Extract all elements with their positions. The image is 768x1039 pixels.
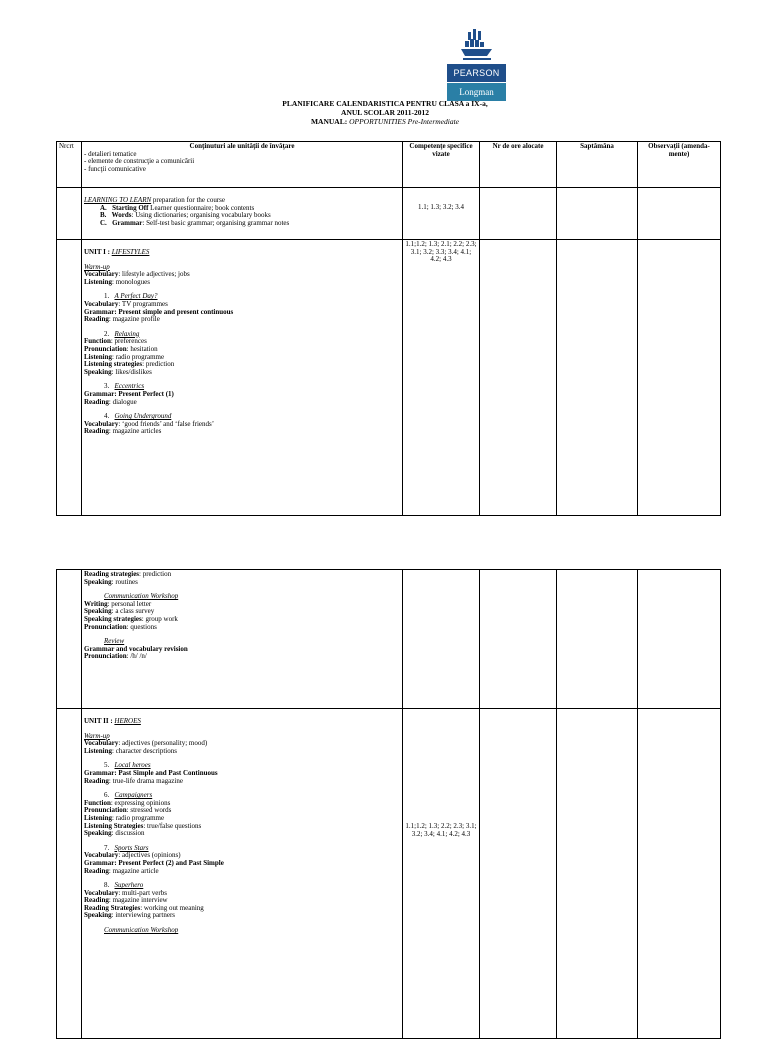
text: : ‘good friends’ and ‘false friends’ [118,419,215,428]
text: 6. [104,791,110,800]
section-title: Review [104,637,125,646]
text: : multi-part verbs [118,888,167,897]
text: : a class survey [111,607,155,616]
text: Grammar [84,768,115,777]
logo-pearson-text: PEARSON [447,64,506,82]
text: : monologues [112,277,150,286]
text: : character descriptions [112,746,177,755]
text: : Self-test basic grammar; organising grammar notes [142,218,290,227]
text: Words [111,211,132,220]
text: Function [84,337,111,346]
text: Reading [84,776,109,785]
text: : Past Simple and Past Continuous [114,768,218,777]
manual-title: OPPORTUNITIES Pre-Intermediate [349,117,460,126]
logo-longman-text: Longman [447,82,506,101]
section-title: Warm-up [84,731,110,740]
text: Reading [84,397,109,406]
text: : radio programme [112,352,165,361]
table-row [57,709,721,1039]
learning-to-learn-cell [82,188,403,240]
text: 8. [104,881,110,890]
text: Speaking [84,577,112,586]
text: Function [84,798,111,807]
manual-line [200,118,570,127]
text: Speaking [84,607,112,616]
text: : adjectives (opinions) [118,851,181,860]
text: Reading [84,427,109,436]
text: 1. [104,292,110,301]
text: : magazine profile [108,315,160,324]
unit-title: HEROES [114,717,141,725]
table-header-row [57,142,721,188]
table-row [57,240,721,516]
text: : magazine articles [108,427,162,436]
col-nr: Nrcrt [57,142,82,188]
text: B. [100,211,107,220]
text: : interviewing partners [111,911,175,920]
school-year: ANUL SCOLAR 2011-2012 [341,108,429,117]
text: : personal letter [107,599,152,608]
text: 4. [104,412,110,421]
section-title: Communication Workshop [104,592,179,601]
text: : questions [126,622,157,631]
text: Speaking [84,911,112,920]
col-observatii: Observaţii (amenda-mente) [638,142,721,188]
text: : discussion [111,829,145,838]
table-row [57,188,721,240]
manual-label: MANUAL: [310,117,348,126]
text: Reading [84,315,109,324]
text: : true-life drama magazine [108,776,183,785]
text: Speaking strategies [84,614,142,623]
text: Listening [84,277,113,286]
section-title: Superhero [114,881,144,890]
text: Listening [84,746,113,755]
unit-label: UNIT II : [84,717,113,725]
text: Vocabulary [84,270,119,279]
competente-cell: 1.1; 1.3; 3.2; 3.4 [403,188,480,240]
content-sub: - detalieri tematice [84,149,137,158]
text: Starting Off [112,203,149,212]
text: : likes/dislikes [111,367,152,376]
text: Pronunciation [84,652,127,661]
text: : routines [111,577,138,586]
text: Listening [84,352,113,361]
text: Learner questionnaire; book contents [148,203,255,212]
text: Grammar [112,218,143,227]
section-title: Warm-up [84,262,110,271]
text: : expressing opinions [110,798,171,807]
text: : hesitation [126,344,158,353]
text: Listening [84,813,113,822]
text: Writing [84,599,108,608]
text: 7. [104,843,110,852]
unit1-cell [82,240,403,516]
col-ore: Nr de ore alocate [480,142,557,188]
text: 3. [104,382,110,391]
content-title: Conţinuturi ale unităţii de învăţare [189,142,295,150]
text: Reading [84,866,109,875]
text: : TV programmes [118,299,168,308]
text: : lifestyle adjectives; jobs [118,270,190,279]
competente-cell: 1.1;1.2; 1.3; 2.1; 2.2; 2.3; 3.1; 3.2; 3.3; 3.4; 4.1; 4.2; 4.3 [403,240,480,516]
unit-label: UNIT I : [84,248,110,256]
col-competente: Competenţe specifice vizate [403,142,480,188]
text: Pronunciation [84,622,127,631]
text: Reading [84,896,109,905]
pearson-longman-logo [447,26,506,102]
competente-cell: 1.1;1.2; 1.3; 2.2; 2.3; 3.1; 3.2; 3.4; 4.1; 4.2; 4.3 [403,709,480,1039]
text: Listening Strategies [84,821,144,830]
text: : prediction [142,360,175,369]
section-title: Campaigners [114,791,153,800]
text: Speaking [84,829,112,838]
text: : group work [141,614,178,623]
text: C. [100,218,107,227]
col-content [82,142,403,188]
section-title: Eccentrics [114,382,145,391]
section-title: A Perfect Day? [114,292,158,301]
ship-icon [447,26,506,64]
text: : Using dictionaries; organising vocabulary books [131,211,271,220]
text: Grammar [84,389,115,398]
text: : Present Perfect (2) and Past Simple [114,858,224,867]
text: : stressed words [126,806,172,815]
text: preparation for the course [151,196,226,204]
unit-title: LIFESTYLES [111,248,150,256]
text: Vocabulary [84,299,119,308]
text: Reading strategies [84,570,140,578]
text: Vocabulary [84,739,119,748]
text: Pronunciation [84,806,127,815]
text: Vocabulary [84,851,119,860]
section-title: Relaxing [114,329,140,338]
text: : preferences [110,337,147,346]
planning-table-page1 [56,141,721,516]
section-title: Going Underground [114,412,172,421]
text: 2. [104,329,110,338]
text: : magazine interview [108,896,168,905]
text: Grammar [84,307,115,316]
table-row [57,570,721,709]
text: : magazine article [108,866,159,875]
text: : dialogue [108,397,137,406]
unit1-continued-cell [82,570,403,709]
text: Vocabulary [84,888,119,897]
text: : radio programme [112,813,165,822]
text: : adjectives (personality; mood) [118,739,208,748]
text: Listening strategies [84,360,143,369]
text: 5. [104,761,110,770]
unit2-cell [82,709,403,1039]
text: Reading Strategies [84,903,141,912]
learning-to-learn-title: LEARNING TO LEARN [84,196,152,204]
text: : working out meaning [140,903,204,912]
text: : Present simple and present continuous [114,307,234,316]
text: : /h/ /n/ [126,652,147,661]
text: Grammar [84,858,115,867]
text: Pronunciation [84,344,127,353]
text: : prediction [139,570,172,578]
text: Vocabulary [84,419,119,428]
section-title: Communication Workshop [104,926,179,935]
text: Grammar and vocabulary revision [84,644,188,653]
text: : Present Perfect (1) [114,389,174,398]
text: : true/false questions [143,821,202,830]
content-sub: - elemente de construcţie a comunicării [84,157,195,166]
section-title: Local heroes [114,761,151,770]
col-saptamana: Saptămâna [557,142,638,188]
text: Speaking [84,367,112,376]
content-sub: - funcţii comunicative [84,164,146,173]
section-title: Sports Stars [114,843,149,852]
text: A. [100,203,107,212]
planning-table-page2 [56,569,721,1039]
document-title: PLANIFICARE CALENDARISTICA PENTRU CLASA a IX-a, [282,99,488,108]
